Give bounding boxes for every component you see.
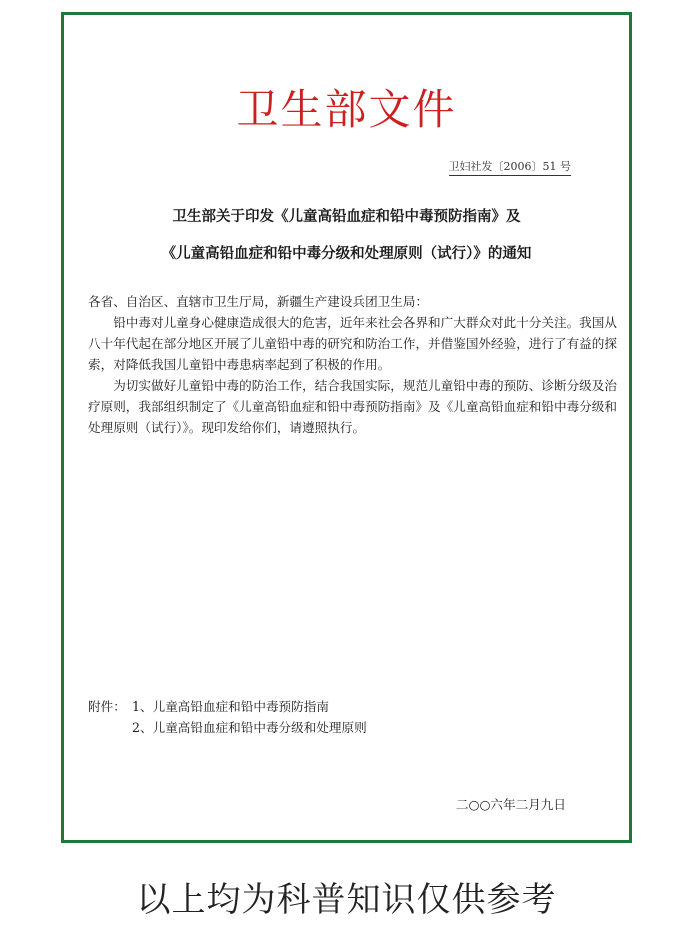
attachment-item: 1、儿童高铅血症和铅中毒预防指南 — [132, 699, 329, 714]
attachment-row — [88, 696, 367, 717]
paragraph: 为切实做好儿童铅中毒的防治工作，结合我国实际，规范儿童铅中毒的预防、诊断分级及治疗原则，我部组织制定了《儿童高铅血症和铅中毒预防指南》及《儿童高铅血症和铅中毒分级和处理原则（试行）》。现印发给你们，请遵照执行。 — [88, 378, 617, 435]
document-body — [88, 291, 618, 438]
document-date: 二○○六年二月九日 — [455, 797, 566, 812]
paragraph: 铅中毒对儿童身心健康造成很大的危害，近年来社会各界和广大群众对此十分关注。我国从八十年代起在部分地区开展了儿童铅中毒的研究和防治工作，并借鉴国外经验，进行了有益的探索，对降低我国儿童铅中毒患病率起到了积极的作用。 — [88, 315, 617, 372]
document-frame — [61, 12, 632, 843]
document-header-title: 卫生部文件 — [236, 85, 457, 134]
attachments-label: 附件： — [88, 699, 126, 714]
salutation: 各省、自治区、直辖市卫生厅局，新疆生产建设兵团卫生局： — [88, 294, 429, 309]
footer-caption: 以上均为科普知识仅供参考 — [136, 880, 557, 920]
subject-line-2: 《儿童高铅血症和铅中毒分级和处理原则（试行）》的通知 — [161, 245, 532, 262]
attachment-item: 2、儿童高铅血症和铅中毒分级和处理原则 — [132, 720, 367, 735]
document-number: 卫妇社发〔2006〕51 号 — [449, 158, 572, 176]
attachments-section — [88, 696, 367, 738]
subject-line-1: 卫生部关于印发《儿童高铅血症和铅中毒预防指南》及 — [172, 208, 521, 225]
